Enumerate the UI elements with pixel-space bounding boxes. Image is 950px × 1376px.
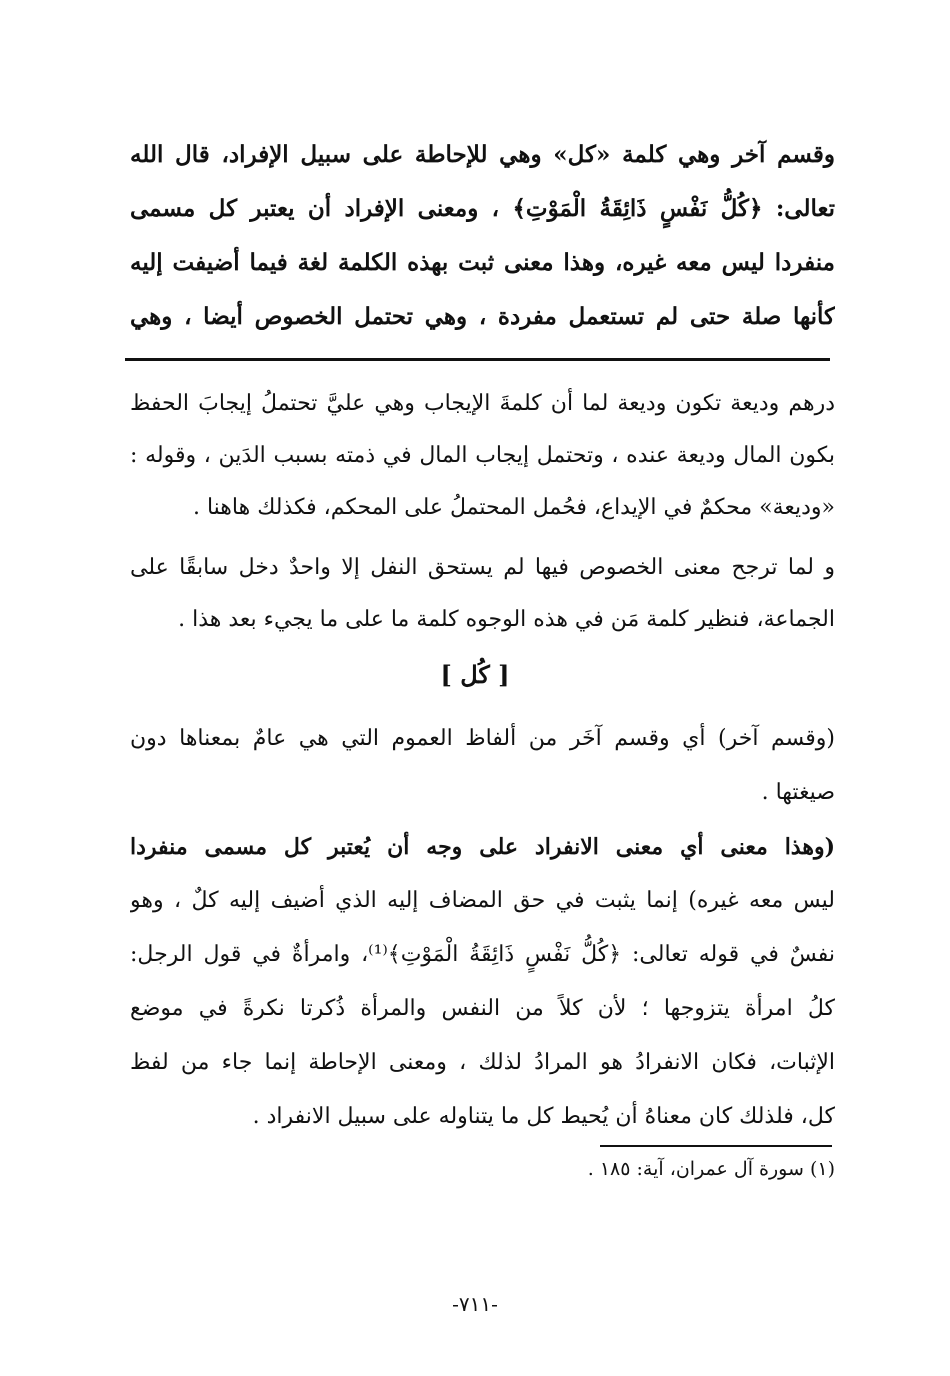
commentary-line: و لما ترجح معنى الخصوص فيها لم يستحق النفل إلا واحدٌ دخل سابقًا على [130, 555, 835, 580]
footnote-rule [600, 1145, 832, 1147]
matn-text [130, 128, 835, 344]
commentary-line: (وقسم آخر) أي وقسم آخَر من ألفاظ العموم التي هي عامٌ بمعناها دون [130, 726, 835, 751]
commentary-line: درهم وديعة تكون وديعة لما أن كلمةَ الإيجاب وهي عليَّ تحتملُ إيجابَ الحفظ [130, 391, 835, 416]
section-heading: [ كُل ] [440, 660, 510, 689]
footnote: (١) سورة آل عمران، آية: ١٨٥ . [587, 1158, 835, 1180]
commentary-line: كلُ امرأة يتزوجها ؛ لأن كلاً من النفس والمرأة ذُكرتا نكرةً في موضع [130, 996, 835, 1021]
separator-rule [125, 358, 830, 361]
commentary-line: (وهذا معنى أي معنى الانفراد على وجه أن يُعتبر كل مسمى منفردا [130, 834, 835, 860]
commentary-paragraph [130, 542, 835, 646]
matn-line: كأنها صلة حتى لم تستعمل مفردة ، وهي تحتمل الخصوص أيضا ، وهي [130, 303, 835, 330]
commentary-top [130, 378, 835, 534]
commentary-line: الإثبات، فكان الانفرادُ هو المرادُ لذلك ، ومعنى الإحاطة إنما جاء من لفظ [130, 1050, 835, 1075]
commentary-main-para1 [130, 712, 835, 820]
commentary-line: كل، فلذلك كان معناهُ أن يُحيط كل ما يتناوله على سبيل الانفراد . [252, 1104, 835, 1129]
commentary-line: ليس معه غيره) إنما يثبت في حق المضاف إليه الذي أضيف إليه كلٌ ، وهو [130, 888, 835, 913]
commentary-line: بكون المال وديعة عنده ، وتحتمل إيجاب المال في ذمته بسبب الدَين ، وقوله : [130, 443, 835, 468]
matn-line: وقسم آخر وهي كلمة «كل» وهي للإحاطة على سبيل الإفراد، قال الله [130, 141, 835, 168]
commentary-main-para2 [130, 820, 835, 1144]
page-number: -٧١١- [452, 1292, 498, 1316]
commentary-line: الجماعة، فنظير كلمة مَن في هذه الوجوه كلمة ما على ما يجيء بعد هذا . [178, 607, 835, 632]
matn-line: منفردا ليس معه غيره، وهذا معنى ثبت بهذه الكلمة لغة فيما أضيفت إليه [130, 249, 835, 276]
commentary-line: نفسٌ في قوله تعالى: ﴿كُلُّ نَفْسٍ ذَائِقَةُ الْمَوْتِ﴾⁽¹⁾، وامرأةٌ في قول الرجل: [130, 942, 835, 967]
commentary-line: صيغتها . [761, 780, 835, 805]
matn-line: تعالى: ﴿كُلُّ نَفْسٍ ذَائِقَةُ الْمَوْتِ﴾ ، ومعنى الإفراد أن يعتبر كل مسمى [130, 195, 835, 222]
commentary-line: «وديعة» محكمٌ في الإيداع، فحُمل المحتملُ على المحكم، فكذلك هاهنا . [192, 495, 835, 520]
